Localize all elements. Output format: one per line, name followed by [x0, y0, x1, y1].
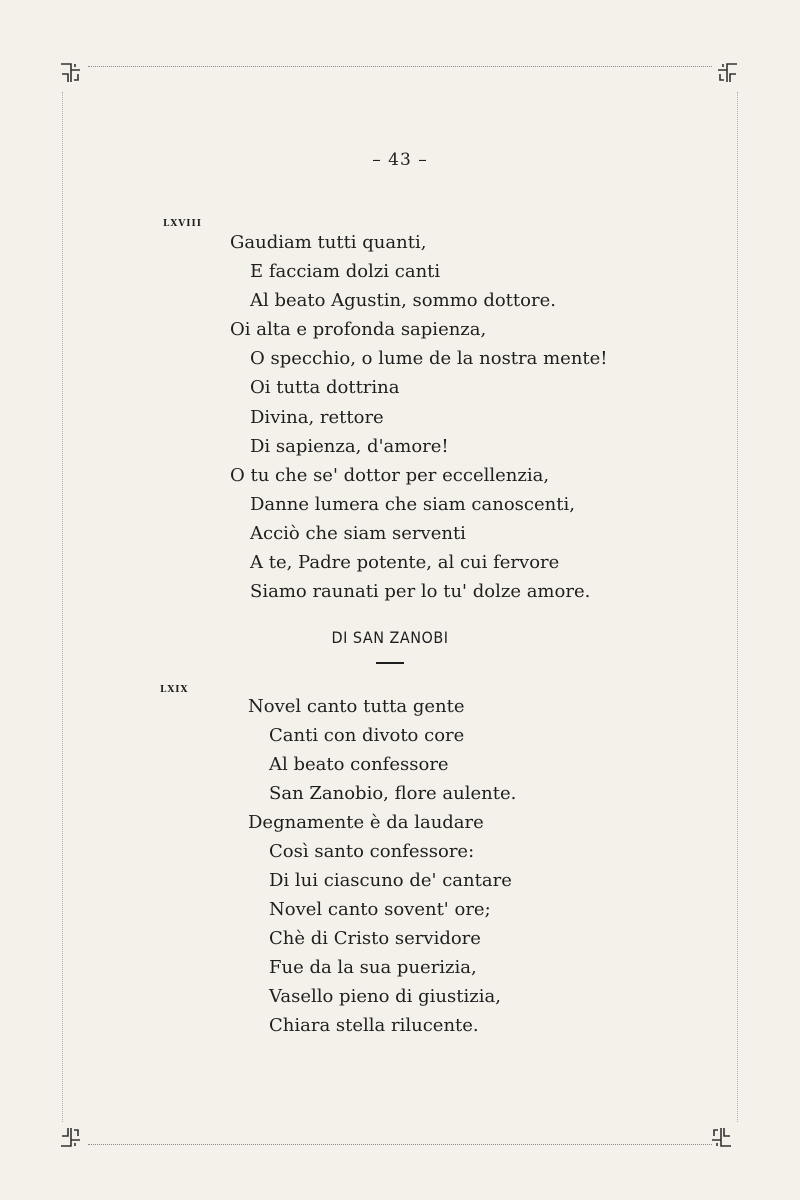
verse-line: Al beato confessore — [269, 754, 449, 775]
verse-line: Acciò che siam serventi — [250, 522, 466, 544]
verse-line: E facciam dolzi canti — [250, 261, 441, 283]
verse-line: Novel canto tutta gente — [248, 696, 465, 717]
verse-line: Chè di Cristo servidore — [269, 928, 481, 949]
verse-line: Degnamente è da laudare — [248, 812, 484, 833]
frame-bottom-rule — [88, 1144, 712, 1145]
poem-lxviii — [230, 228, 608, 606]
verse-line: O tu che se' dottor per eccellenzia, — [230, 464, 550, 486]
verse-line: Di lui ciascuno de' cantare — [269, 870, 512, 891]
verse-line: Canti con divoto core — [269, 725, 465, 746]
verse-line: Fue da la sua puerizia, — [269, 957, 477, 978]
verse-line: Novel canto sovent' ore; — [269, 899, 491, 920]
verse-line: Vasello pieno di giustizia, — [269, 986, 501, 1007]
poem-lxix — [248, 692, 516, 1040]
verse-line: A te, Padre potente, al cui fervore — [250, 552, 560, 574]
corner-ornament-icon — [58, 1124, 84, 1150]
corner-ornament-icon — [58, 60, 84, 86]
verse-line: San Zanobio, flore aulente. — [269, 783, 517, 804]
verse-line: Di sapienza, d'amore! — [250, 435, 449, 457]
poem-number: LXIX — [160, 685, 189, 695]
corner-ornament-icon — [708, 1124, 734, 1150]
corner-ornament-icon — [714, 60, 740, 86]
page-number: – 43 – — [372, 150, 428, 170]
section-title: DI SAN ZANOBI — [331, 628, 449, 647]
frame-left-rule — [62, 92, 63, 1122]
verse-line: Oi alta e profonda sapienza, — [230, 319, 487, 341]
verse-line: Divina, rettore — [250, 406, 384, 428]
verse-line: Siamo raunati per lo tu' dolze amore. — [250, 581, 591, 603]
title-divider — [376, 662, 404, 664]
verse-line: Al beato Agustin, sommo dottore. — [250, 290, 556, 312]
verse-line: Così santo confessore: — [269, 841, 475, 862]
verse-line: Chiara stella rilucente. — [269, 1015, 479, 1036]
verse-line: O specchio, o lume de la nostra mente! — [250, 348, 608, 370]
verse-line: Oi tutta dottrina — [250, 377, 400, 399]
verse-line: Danne lumera che siam canoscenti, — [250, 493, 575, 515]
verse-line: Gaudiam tutti quanti, — [230, 232, 427, 253]
poem-number: LXVIII — [163, 219, 202, 229]
frame-right-rule — [737, 92, 738, 1122]
frame-top-rule — [88, 66, 712, 67]
